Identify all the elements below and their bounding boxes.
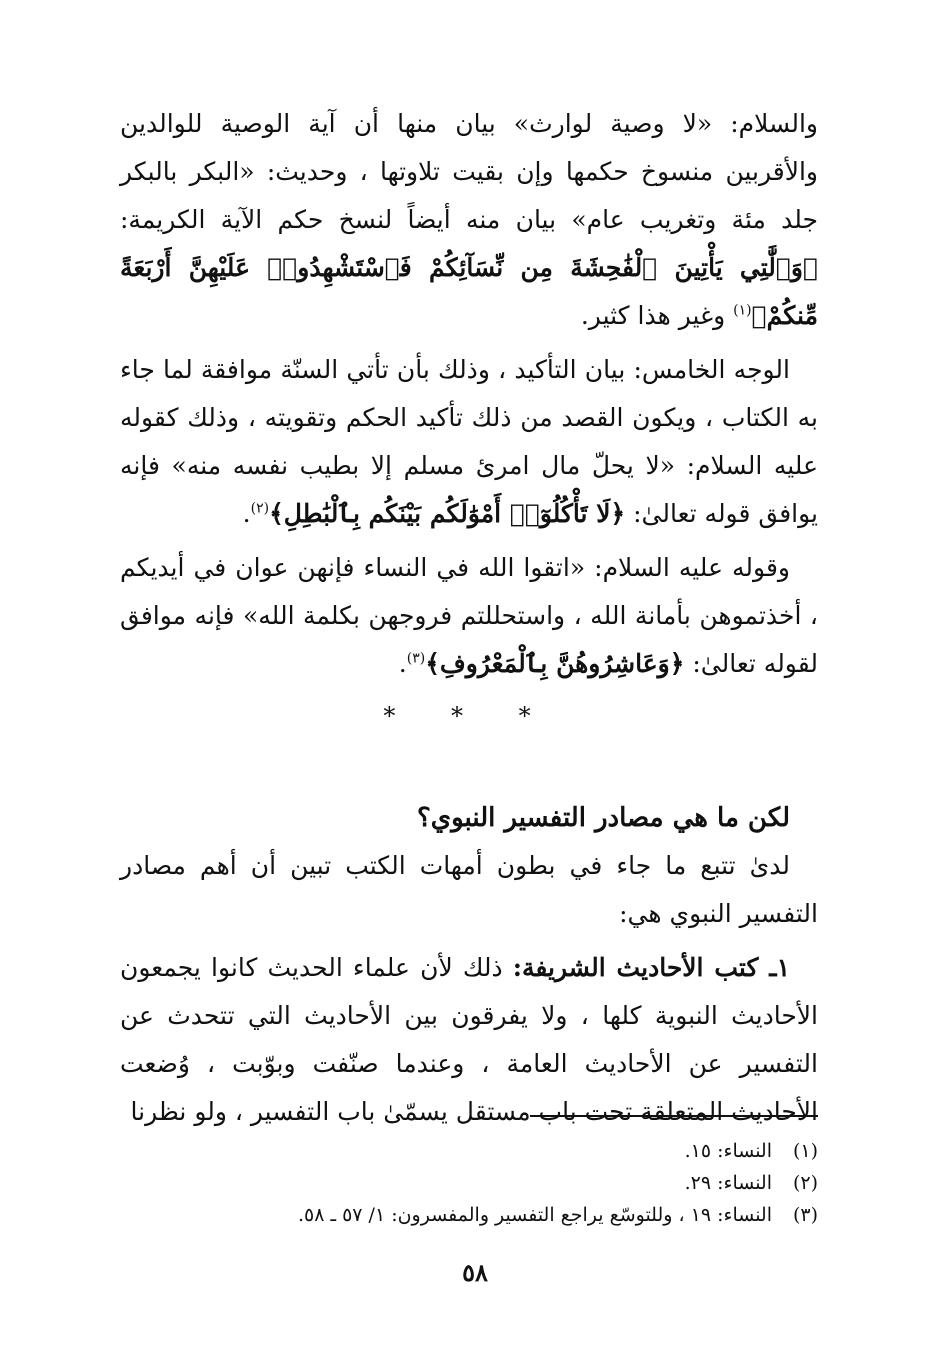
footnote-ref-2: (٢) <box>250 500 270 517</box>
main-text <box>120 100 818 1142</box>
paragraph-5 <box>120 944 818 1136</box>
footnote-2 <box>120 1167 818 1199</box>
quran-verse-2: ﴿لَا تَأْكُلُوٓا۟ أَمْوَٰلَكُم بَيْنَكُم بِٱلْبَٰطِلِ﴾ <box>269 499 626 528</box>
footnote-ref-1: (١) <box>733 302 752 319</box>
footnote-text: النساء: ١٥. <box>684 1140 772 1162</box>
paragraph-4: لدىٰ تتبع ما جاء في بطون أمهات الكتب تبين أن أهم مصادر التفسير النبوي هي: <box>120 851 818 928</box>
paragraph-1-end: وغير هذا كثير. <box>580 301 734 330</box>
list-item-heading: ١ـ كتب الأحاديث الشريفة: <box>512 953 790 982</box>
footnotes <box>120 1135 818 1231</box>
paragraph-3 <box>120 544 818 688</box>
page-number: ٥٨ <box>462 1258 488 1287</box>
footnote-number: (٢) <box>792 1172 818 1194</box>
footnote-text: النساء: ٢٩. <box>684 1172 772 1194</box>
footnote-text: النساء: ١٩ ، وللتوسّع يراجع التفسير والمفسرون: ١/ ٥٧ ـ ٥٨. <box>297 1204 772 1226</box>
paragraph-3-text: وقوله عليه السلام: «اتقوا الله في النساء فإنهن عوان في أيديكم ، أخذتموهن بأمانة الله ، واستحللتم فروجهن بكلمة الله» فإنه موافق لقوله تعالىٰ: <box>120 553 818 678</box>
footnote-1 <box>120 1135 818 1167</box>
footnote-3 <box>120 1199 818 1231</box>
paragraph-3-end: . <box>398 649 407 678</box>
paragraph-2-text: الوجه الخامس: بيان التأكيد ، وذلك بأن تأتي السنّة موافقة لما جاء به الكتاب ، ويكون القصد من ذلك تأكيد الحكم وتقويته ، وذلك كقوله عليه السلام: «لا يحلّ مال امرئ مسلم إلا بطيب نفسه منه» فإنه يوافق قوله تعالىٰ: <box>120 355 818 528</box>
paragraph-2 <box>120 346 818 538</box>
footnote-number: (٣) <box>792 1204 818 1226</box>
paragraph-2-end: . <box>242 499 251 528</box>
paragraph-1-text: والسلام: «لا وصية لوارث» بيان منها أن آية الوصية للوالدين والأقربين منسوخ حكمها وإن بقيت تلاوتها ، وحديث: «البكر بالبكر جلد مئة وتغريب عام» بيان منه أيضاً لنسخ حكم الآية الكريمة: <box>120 109 818 234</box>
footnote-number: (١) <box>792 1140 818 1162</box>
paragraph-1 <box>120 100 818 340</box>
quran-verse-3: ﴿وَعَاشِرُوهُنَّ بِٱلْمَعْرُوفِ﴾ <box>425 649 685 678</box>
section-separator: * * * <box>383 702 555 730</box>
quran-verse-1: ﴿وَٱلَّٰتِي يَأْتِينَ ٱلْفَٰحِشَةَ مِن نِّسَآئِكُمْ فَٱسْتَشْهِدُوا۟ عَلَيْهِنَّ أَرْبَعَةً مِّنكُمْ﴾ <box>120 253 818 330</box>
footnote-divider <box>530 1115 818 1117</box>
section-heading: لكن ما هي مصادر التفسير النبوي؟ <box>416 803 790 833</box>
paragraph-5-text: ذلك لأن علماء الحديث كانوا يجمعون الأحاديث النبوية كلها ، ولا يفرقون بين الأحاديث التي تتحدث عن التفسير عن الأحاديث العامة ، وعندما صنّفت وبوّبت ، وُضعت الأحاديث المتعلقة تحت باب مستقل يسمّىٰ باب التفسير ، ولو نظرنا <box>120 953 818 1126</box>
footnote-ref-3: (٣) <box>406 650 426 667</box>
